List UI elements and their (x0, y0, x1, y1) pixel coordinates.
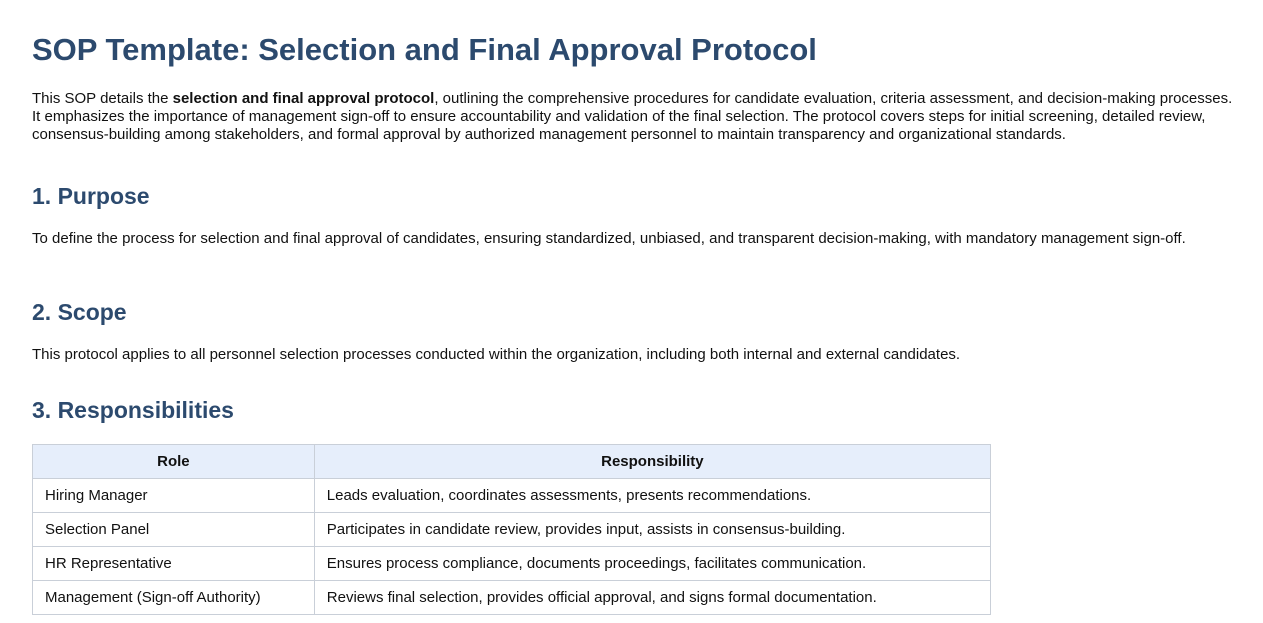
intro-text-start: This SOP details the (32, 90, 173, 107)
table-row (33, 513, 991, 547)
table-header-row (33, 445, 991, 479)
intro-text-end: , outlining the comprehensive procedures for candidate evaluation, criteria assessment, and decision-making processes. It emphasizes the importance of management sign-off to ensure accountability and validation of the final selection. The protocol covers steps for initial screening, detailed review, consensus-building among stakeholders, and formal approval by authorized management personnel to maintain transparency and organizational standards. (32, 90, 1233, 143)
table-row (33, 581, 991, 615)
role-cell: Hiring Manager (33, 479, 315, 513)
responsibility-cell: Ensures process compliance, documents proceedings, facilitates communication. (314, 547, 990, 581)
role-cell: HR Representative (33, 547, 315, 581)
purpose-text: To define the process for selection and final approval of candidates, ensuring standardized, unbiased, and transparent decision-making, with mandatory management sign-off. (32, 230, 1186, 247)
responsibility-cell: Reviews final selection, provides official approval, and signs formal documentation. (314, 581, 990, 615)
scope-text: This protocol applies to all personnel selection processes conducted within the organization, including both internal and external candidates. (32, 346, 961, 363)
page-title: SOP Template: Selection and Final Approval Protocol (32, 32, 817, 67)
intro-paragraph (32, 90, 1237, 144)
responsibility-cell: Participates in candidate review, provides input, assists in consensus-building. (314, 513, 990, 547)
scope-heading: 2. Scope (32, 299, 127, 325)
column-header-responsibility: Responsibility (314, 445, 990, 479)
responsibilities-heading: 3. Responsibilities (32, 397, 234, 423)
column-header-role: Role (33, 445, 315, 479)
intro-bold-text: selection and final approval protocol (172, 90, 435, 107)
table-row (33, 547, 991, 581)
role-cell: Selection Panel (33, 513, 315, 547)
table-row (33, 479, 991, 513)
role-cell: Management (Sign-off Authority) (33, 581, 315, 615)
responsibility-cell: Leads evaluation, coordinates assessments, presents recommendations. (314, 479, 990, 513)
responsibilities-table (32, 444, 991, 615)
purpose-heading: 1. Purpose (32, 183, 150, 209)
